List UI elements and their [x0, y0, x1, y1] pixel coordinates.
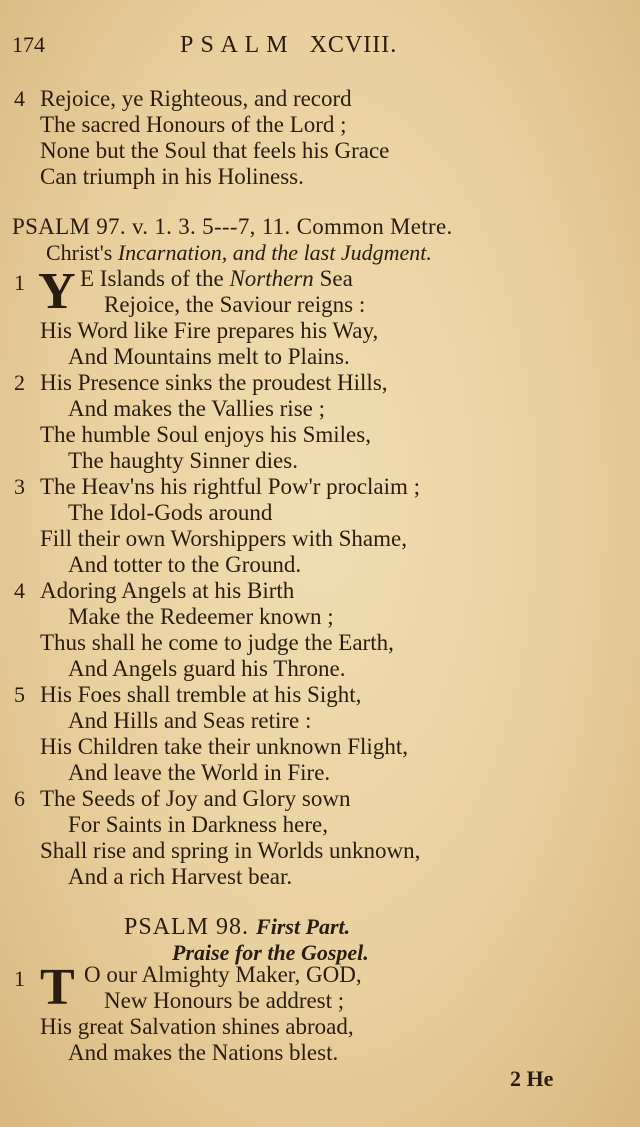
- catchword: 2 He: [510, 1066, 554, 1091]
- drop-cap: T: [40, 959, 75, 1016]
- verse-line: Shall rise and spring in Worlds unknown,: [40, 838, 421, 863]
- verse-number: 3: [14, 474, 25, 499]
- psalm-97-subtitle: [46, 240, 432, 266]
- verse-number: 2: [14, 370, 25, 395]
- verse-line: His Word like Fire prepares his Way,: [40, 318, 379, 343]
- verse-line: Rejoice, the Saviour reigns :: [104, 292, 366, 317]
- verse-line: The haughty Sinner dies.: [68, 448, 298, 473]
- verse-line: Thus shall he come to judge the Earth,: [40, 630, 394, 655]
- verse-line: His Foes shall tremble at his Sight,: [40, 682, 362, 707]
- verse-line: And Angels guard his Throne.: [68, 656, 346, 681]
- psalm-98-title: PSALM 98.: [124, 914, 250, 940]
- verse-line: His great Salvation shines abroad,: [40, 1014, 354, 1039]
- verse-line: The sacred Honours of the Lord ;: [40, 112, 347, 137]
- verse-number: 4: [14, 578, 25, 603]
- verse-line: And makes the Nations blest.: [68, 1040, 339, 1065]
- verse-line: And a rich Harvest bear.: [68, 864, 293, 889]
- first-line-end: Sea: [319, 266, 353, 291]
- psalm-97-heading: PSALM 97. v. 1. 3. 5---7, 11. Common Metre.: [12, 214, 453, 239]
- verse-number: 6: [14, 786, 25, 811]
- subtitle-name: Christ's: [46, 240, 113, 265]
- first-line-italic: Northern: [229, 266, 314, 291]
- verse-line: And Mountains melt to Plains.: [68, 344, 350, 369]
- verse-number: 5: [14, 682, 25, 707]
- verse-line: None but the Soul that feels his Grace: [40, 138, 390, 163]
- first-line: [80, 266, 353, 292]
- verse-line: The Heav'ns his rightful Pow'r proclaim ;: [40, 474, 421, 499]
- verse-number: 4: [14, 86, 25, 111]
- verse-line: New Honours be addrest ;: [104, 988, 345, 1013]
- page-number: 174: [12, 32, 45, 57]
- psalm-98-part: First Part.: [256, 914, 351, 939]
- verse-line: O our Almighty Maker, GOD,: [84, 962, 362, 987]
- first-line-text: E Islands of the: [80, 266, 224, 291]
- subtitle-text: Incarnation, and the last Judgment.: [117, 240, 432, 265]
- verse-line: And totter to the Ground.: [68, 552, 302, 577]
- verse-line: Fill their own Worshippers with Shame,: [40, 526, 407, 551]
- verse-line: For Saints in Darkness here,: [68, 812, 328, 837]
- verse-line: And makes the Vallies rise ;: [68, 396, 325, 421]
- verse-line: The humble Soul enjoys his Smiles,: [40, 422, 371, 447]
- verse-line: Can triumph in his Holiness.: [40, 164, 304, 189]
- verse-line: And Hills and Seas retire :: [68, 708, 312, 733]
- verse-line: His Presence sinks the proudest Hills,: [40, 370, 388, 395]
- verse-line: The Idol-Gods around: [68, 500, 273, 525]
- psalm-98-heading: [124, 914, 350, 940]
- verse-number: 1: [14, 966, 25, 991]
- drop-cap: Y: [38, 263, 76, 320]
- running-title: P S A L M XCVIII.: [180, 32, 398, 58]
- psalm-98-subtitle: Praise for the Gospel.: [172, 940, 369, 965]
- verse-line: Adoring Angels at his Birth: [40, 578, 295, 603]
- verse-line: The Seeds of Joy and Glory sown: [40, 786, 351, 811]
- verse-number: 1: [14, 270, 25, 295]
- verse-line: Rejoice, ye Righteous, and record: [40, 86, 352, 111]
- verse-line: His Children take their unknown Flight,: [40, 734, 408, 759]
- verse-line: Make the Redeemer known ;: [68, 604, 334, 629]
- verse-line: And leave the World in Fire.: [68, 760, 331, 785]
